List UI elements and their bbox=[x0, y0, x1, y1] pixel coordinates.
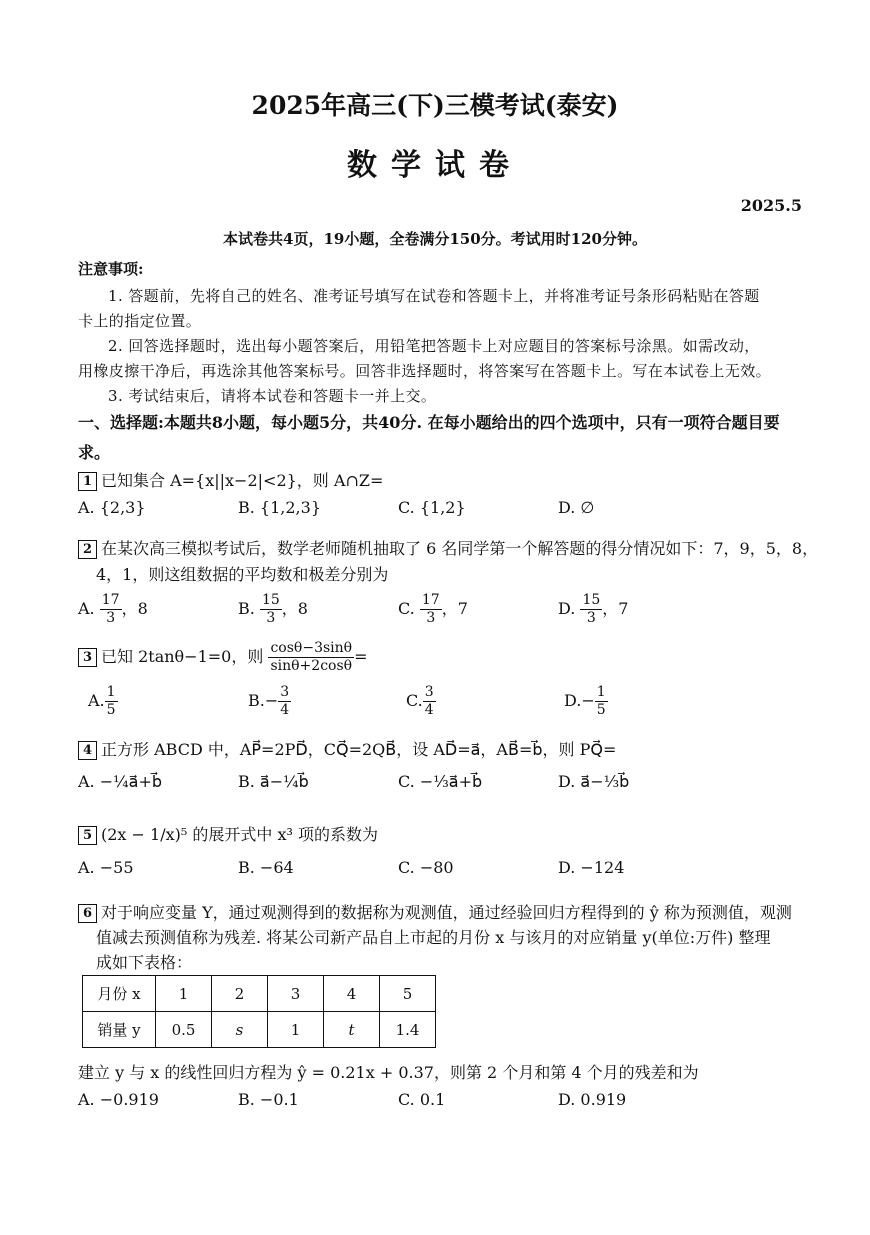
question-number: 5 bbox=[78, 826, 97, 845]
denominator: 3 bbox=[266, 610, 276, 626]
option-b bbox=[238, 592, 308, 627]
option-a bbox=[88, 684, 118, 719]
option-b: B. −64 bbox=[238, 858, 294, 877]
table-cell: 3 bbox=[268, 976, 324, 1012]
question-stem: 正方形 ABCD 中，AP⃗=2PD⃗，CQ⃗=2QB⃗，设 AD⃗=a⃗，AB⃗=b⃗，则 PQ⃗= bbox=[101, 740, 617, 759]
denominator: 3 bbox=[586, 610, 596, 626]
note-2: 2. 回答选择题时，选出每小题答案后，用铅笔把答题卡上对应题目的答案标号涂黑。如需改动， bbox=[108, 337, 760, 355]
notes-heading: 注意事项: bbox=[78, 260, 144, 278]
option-label: A. bbox=[88, 691, 105, 710]
question-number: 4 bbox=[78, 741, 97, 760]
fraction bbox=[260, 592, 282, 627]
option-d: D. ∅ bbox=[558, 498, 595, 517]
option-sign: − bbox=[264, 691, 279, 710]
exam-title: 2025年高三(下)三模考试(泰安) bbox=[251, 91, 619, 120]
fraction bbox=[420, 592, 442, 627]
option-sign: − bbox=[581, 691, 595, 710]
option-label: B. bbox=[238, 599, 255, 618]
table-cell: 5 bbox=[380, 976, 436, 1012]
question-stem: 已知集合 A={x||x−2|<2}，则 A∩Z= bbox=[101, 471, 384, 490]
option-c: C. −80 bbox=[398, 858, 454, 877]
fraction bbox=[423, 684, 436, 719]
option-label: A. bbox=[78, 599, 95, 618]
numerator: 1 bbox=[596, 684, 606, 700]
option-d: D. a⃗−⅓b⃗ bbox=[558, 772, 630, 791]
option-label: D. bbox=[558, 599, 576, 618]
option-tail: ，8 bbox=[281, 599, 308, 618]
question-5 bbox=[78, 822, 378, 845]
denominator: 3 bbox=[106, 610, 116, 626]
option-label: C. bbox=[398, 599, 415, 618]
numerator: 15 bbox=[261, 592, 280, 608]
table-cell: s bbox=[212, 1012, 268, 1048]
option-c: C. −⅓a⃗+b⃗ bbox=[398, 772, 483, 791]
denominator: 4 bbox=[280, 702, 290, 718]
denominator: sinθ+2cosθ bbox=[270, 658, 353, 674]
question-number: 3 bbox=[78, 648, 97, 667]
table-row bbox=[83, 976, 436, 1012]
fraction bbox=[100, 592, 122, 627]
numerator: 1 bbox=[106, 684, 116, 700]
table-cell: 月份 x bbox=[83, 976, 156, 1012]
fraction bbox=[595, 684, 608, 719]
option-label: C. bbox=[406, 691, 423, 710]
question-stem-cont: 值减去预测值称为残差. 将某公司新产品自上市起的月份 x 与该月的对应销量 y(单位:万件) 整理 bbox=[96, 928, 771, 947]
fraction bbox=[580, 592, 602, 627]
fraction bbox=[268, 640, 354, 675]
option-a: A. −0.919 bbox=[78, 1090, 159, 1109]
denominator: 5 bbox=[596, 702, 606, 718]
table-cell: 1 bbox=[156, 976, 212, 1012]
option-d bbox=[564, 684, 608, 719]
numerator: 15 bbox=[582, 592, 601, 608]
table-cell: 1.4 bbox=[380, 1012, 436, 1048]
numerator: 17 bbox=[101, 592, 120, 608]
denominator: 3 bbox=[426, 610, 436, 626]
option-tail: ，7 bbox=[441, 599, 468, 618]
option-b: B. a⃗−¼b⃗ bbox=[238, 772, 309, 791]
question-6 bbox=[78, 900, 792, 923]
numerator: 17 bbox=[421, 592, 440, 608]
option-b: B. −0.1 bbox=[238, 1090, 299, 1109]
numerator: 3 bbox=[424, 684, 434, 700]
option-d: D. 0.919 bbox=[558, 1090, 627, 1109]
question-tail: = bbox=[354, 647, 368, 666]
question-stem-cont: 4，1，则这组数据的平均数和极差分别为 bbox=[96, 565, 389, 584]
option-c bbox=[406, 684, 436, 719]
question-stem: 已知 2tanθ−1=0，则 bbox=[101, 647, 264, 666]
fraction bbox=[278, 684, 291, 719]
table-cell: 0.5 bbox=[156, 1012, 212, 1048]
note-3: 3. 考试结束后，请将本试卷和答题卡一并上交。 bbox=[108, 387, 437, 405]
question-4 bbox=[78, 737, 616, 760]
option-label: D. bbox=[564, 691, 582, 710]
table-cell: 2 bbox=[212, 976, 268, 1012]
table-cell: 销量 y bbox=[83, 1012, 156, 1048]
option-d bbox=[558, 592, 628, 627]
table-cell: t bbox=[324, 1012, 380, 1048]
option-c: C. 0.1 bbox=[398, 1090, 446, 1109]
question-1 bbox=[78, 468, 383, 491]
option-tail: ，8 bbox=[121, 599, 148, 618]
option-a bbox=[78, 592, 148, 627]
question-stem: 在某次高三模拟考试后，数学老师随机抽取了 6 名同学第一个解答题的得分情况如下：7，9，5，8， bbox=[101, 539, 819, 558]
exam-subtitle: 数学试卷 bbox=[347, 148, 523, 183]
option-label: B. bbox=[248, 691, 265, 710]
question-number: 6 bbox=[78, 904, 97, 923]
exam-date: 2025.5 bbox=[740, 196, 802, 215]
question-number: 2 bbox=[78, 540, 97, 559]
option-c: C. {1,2} bbox=[398, 498, 466, 517]
question-stem-after: 建立 y 与 x 的线性回归方程为 ŷ = 0.21x + 0.37，则第 2 个月和第 4 个月的残差和为 bbox=[78, 1063, 699, 1082]
sales-table bbox=[82, 975, 436, 1048]
note-1: 1. 答题前，先将自己的姓名、准考证号填写在试卷和答题卡上，并将准考证号条形码粘贴在答题 bbox=[108, 287, 760, 305]
question-stem-cont: 成如下表格： bbox=[96, 953, 193, 972]
fraction bbox=[105, 684, 118, 719]
option-b: B. {1,2,3} bbox=[238, 498, 321, 517]
table-row bbox=[83, 1012, 436, 1048]
table-cell: 4 bbox=[324, 976, 380, 1012]
option-c bbox=[398, 592, 468, 627]
question-3 bbox=[78, 640, 368, 675]
section-heading-cont: 求。 bbox=[78, 443, 111, 462]
denominator: 4 bbox=[424, 702, 434, 718]
exam-info: 本试卷共4页，19小题，全卷满分150分。考试用时120分钟。 bbox=[223, 230, 647, 248]
numerator: 3 bbox=[280, 684, 290, 700]
table-cell: 1 bbox=[268, 1012, 324, 1048]
question-2 bbox=[78, 536, 818, 559]
option-b bbox=[248, 684, 291, 719]
option-a: A. −¼a⃗+b⃗ bbox=[78, 772, 163, 791]
question-number: 1 bbox=[78, 472, 97, 491]
option-a: A. {2,3} bbox=[78, 498, 146, 517]
question-stem: (2x − 1/x)⁵ 的展开式中 x³ 项的系数为 bbox=[101, 825, 378, 844]
denominator: 5 bbox=[106, 702, 116, 718]
option-a: A. −55 bbox=[78, 858, 134, 877]
numerator: cosθ−3sinθ bbox=[270, 640, 353, 656]
note-2-cont: 用橡皮擦干净后，再选涂其他答案标号。回答非选择题时，将答案写在答题卡上。写在本试卷上无效。 bbox=[78, 362, 772, 380]
note-1-cont: 卡上的指定位置。 bbox=[78, 312, 202, 330]
question-stem: 对于响应变量 Y，通过观测得到的数据称为观测值，通过经验回归方程得到的 ŷ 称为预测值，观测 bbox=[101, 903, 792, 922]
option-d: D. −124 bbox=[558, 858, 625, 877]
section-heading: 一、选择题:本题共8小题，每小题5分，共40分. 在每小题给出的四个选项中，只有一项符合题目要 bbox=[78, 413, 780, 432]
option-tail: ，7 bbox=[602, 599, 629, 618]
